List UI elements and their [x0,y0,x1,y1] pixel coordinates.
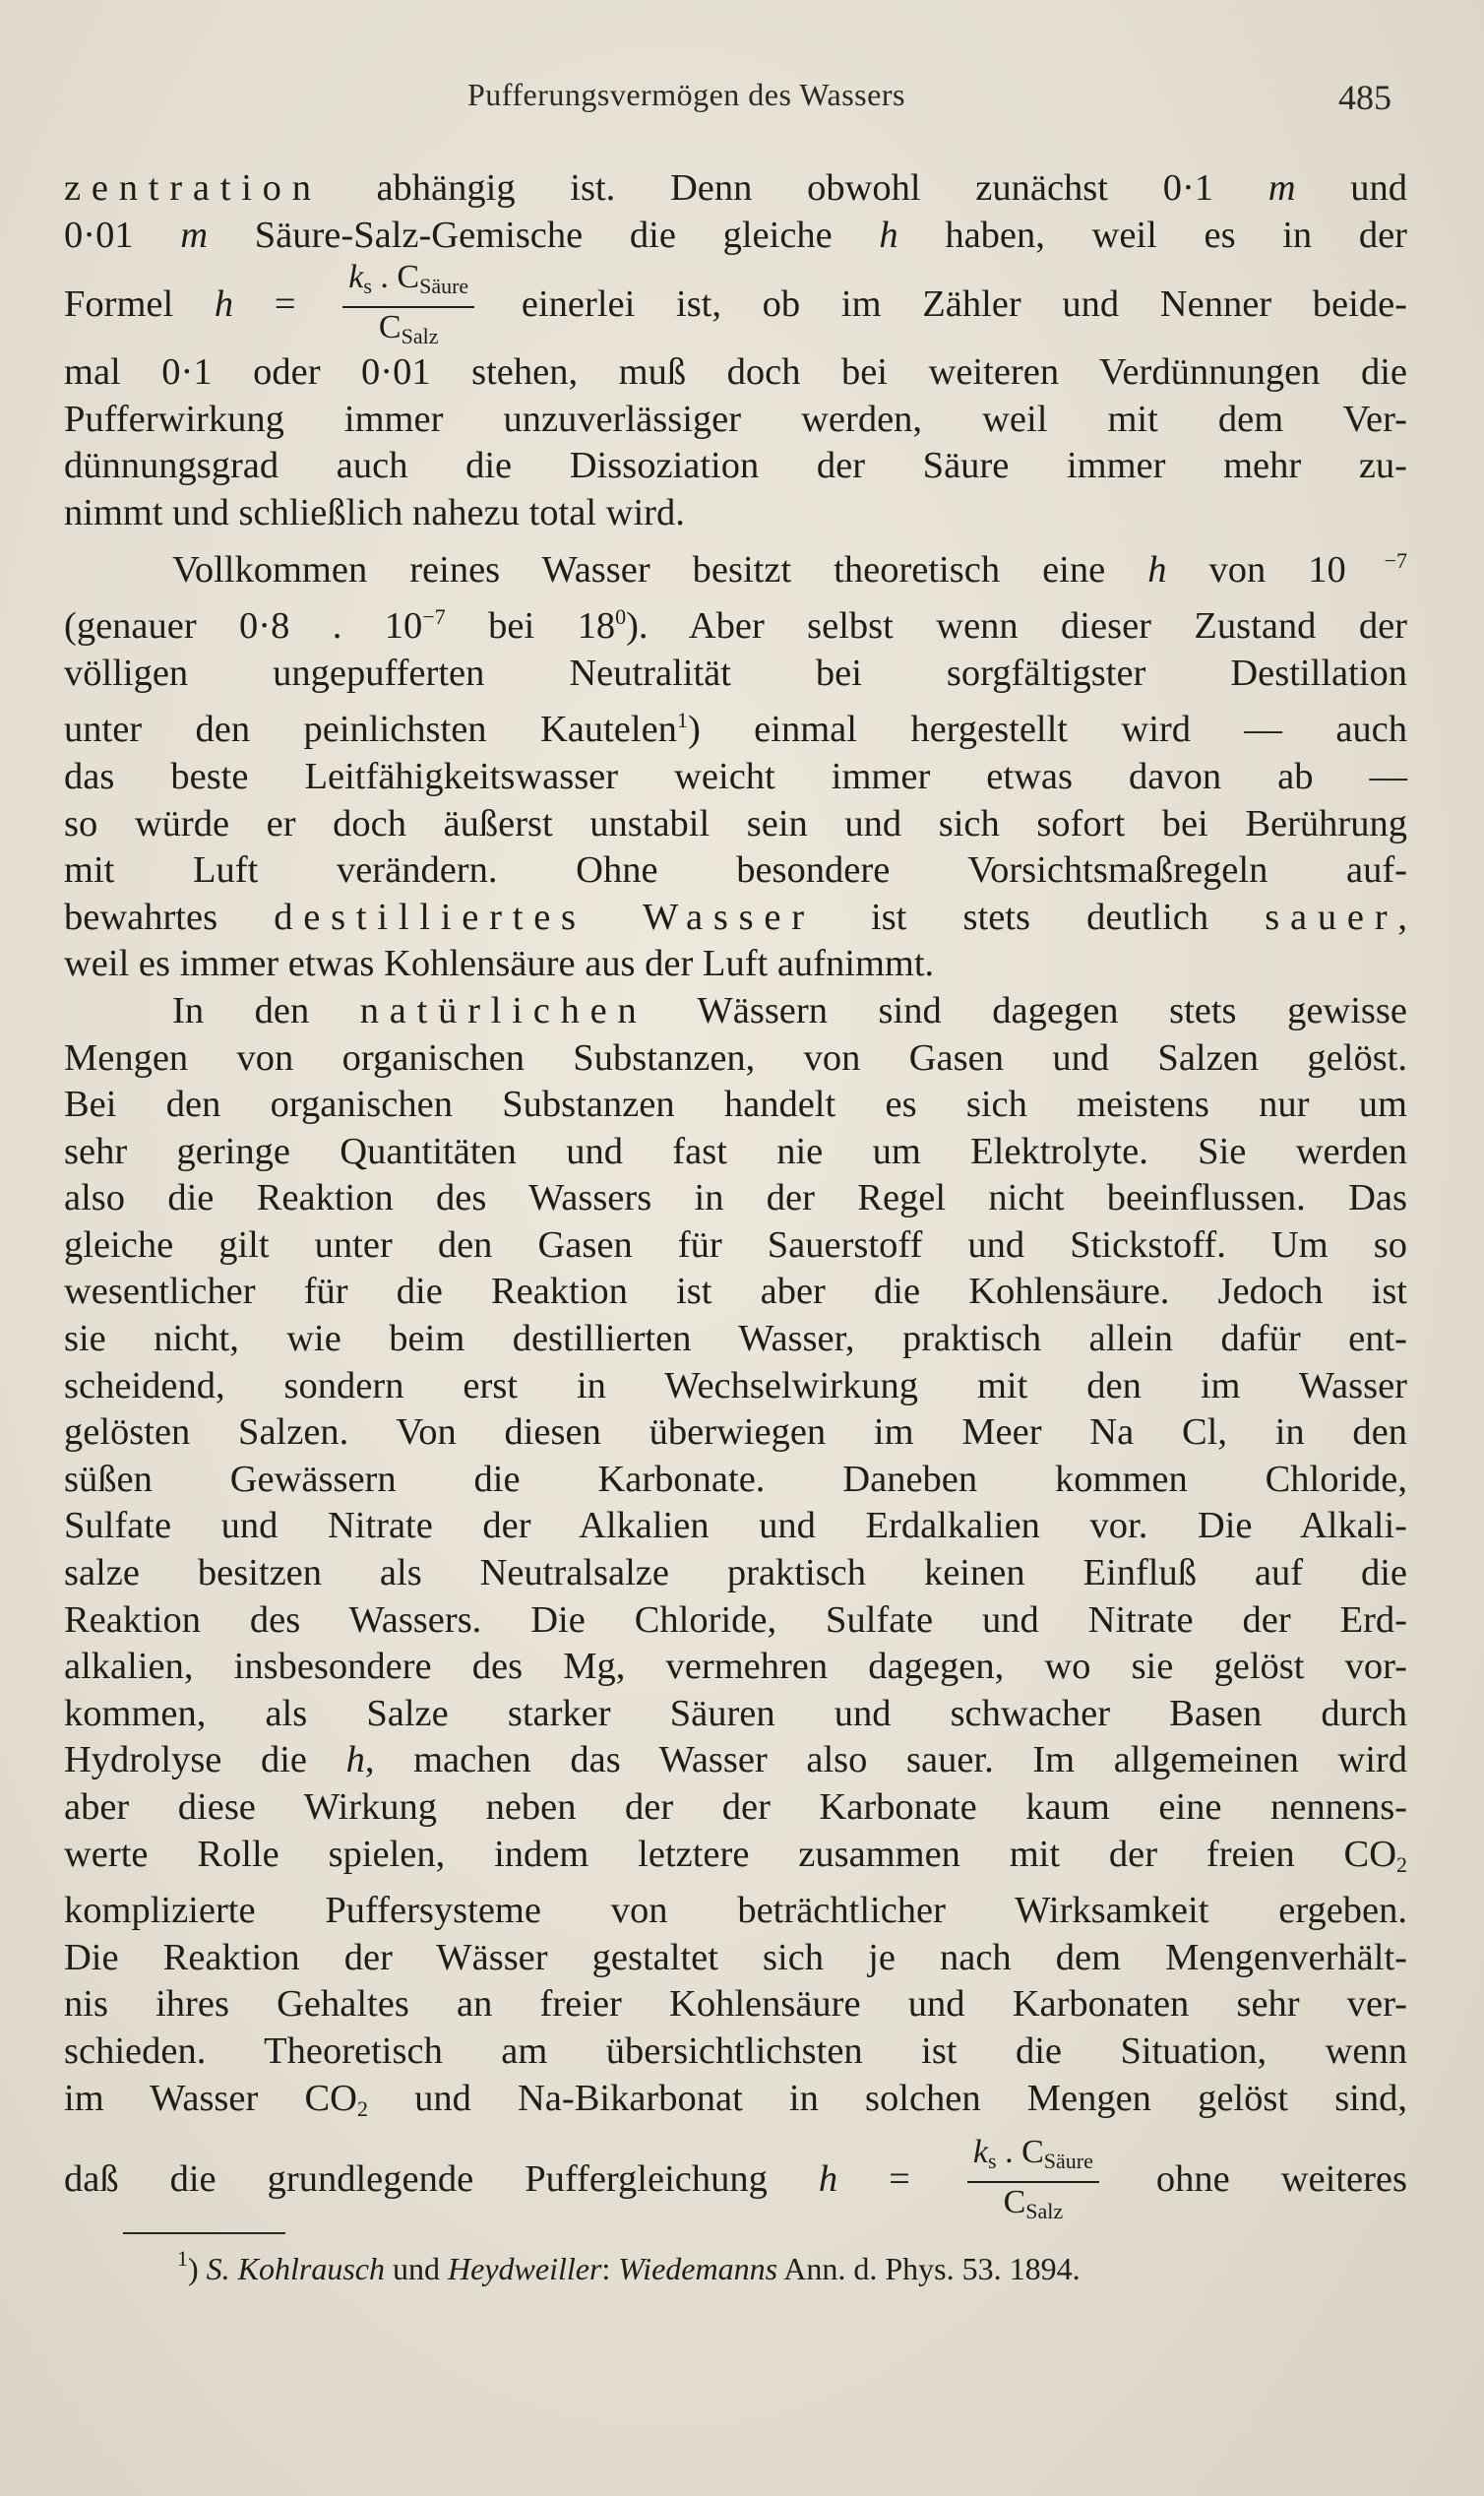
text-line: Hydrolyse die h, machen das Wasser also sauer. Im allgemeinen wird [64,1739,1407,1781]
body-text [64,165,1407,2226]
text-line: schieden. Theoretisch am übersichtlichsten ist die Situation, wenn [64,2029,1407,2072]
fraction-formula-2: $\frac{k_s . C_{Säure}}{C_{Salz}}$ [967,2135,1099,2229]
text-line: scheidend, sondern erst in Wechselwirkung mit den im Wasser [64,1364,1407,1406]
running-head: Pufferungsvermögen des Wassers [467,77,905,112]
footnote-divider [123,2232,285,2234]
text-line: werte Rolle spielen, indem letztere zusammen mit der freien $CO_2$ [64,1833,1407,1877]
text-line: nimmt und schließlich nahezu total wird. [64,491,685,533]
text-line: bewahrtes destilliertes Wasser ist stets deutlich sauer, [64,896,1407,938]
fraction-formula-1: $\frac{k_s . C_{Säure}}{C_{Salz}}$ [342,260,474,354]
text-line: gelösten Salzen. Von diesen überwiegen im Meer Na Cl, in den [64,1411,1407,1454]
text-line: Reaktion des Wassers. Die Chloride, Sulfate und Nitrate der Erd- [64,1598,1407,1641]
text-line: wesentlicher für die Reaktion ist aber die Kohlensäure. Jedoch ist [64,1271,1407,1313]
footnote-author: S. Kohlrausch [206,2251,385,2286]
text-line: komplizierte Puffersysteme von beträchtlicher Wirksamkeit ergeben. [64,1890,1407,1932]
text-line: so würde er doch äußerst unstabil sein und sich sofort bei Berührung [64,802,1407,844]
text-line: nis ihres Gehaltes an freier Kohlensäure und Karbonaten sehr ver- [64,1983,1407,2026]
footnote-reference-text: Ann. d. Phys. 53. 1894. [777,2251,1081,2286]
text-line: In den natürlichen Wässern sind dagegen stets gewisse [172,989,1407,1031]
page-header [0,77,1484,116]
text-line: Bei den organischen Substanzen handelt es sich meistens nur um [64,1084,1407,1126]
formula-line: daß die grundlegende Puffergleichung h = $\frac{k_s . C_{Säure}}{C_{Salz}}$ ohne weiteres [64,2132,1407,2226]
page-number: 485 [1338,78,1391,117]
footnote-marker: 1 [177,2246,188,2271]
text-line: gleiche gilt unter den Gasen für Sauerstoff und Stickstoff. Um so [64,1223,1407,1266]
text-line: sie nicht, wie beim destillierten Wasser, praktisch allein dafür ent- [64,1318,1407,1360]
text-line: Pufferwirkung immer unzuverlässiger werden, weil mit dem Ver- [64,398,1407,440]
text-line: das beste Leitfähigkeitswasser weicht immer etwas davon ab — [64,755,1407,797]
text-line: also die Reaktion des Wassers in der Regel nicht beeinflussen. Das [64,1177,1407,1219]
text-line: Sulfate und Nitrate der Alkalien und Erdalkalien vor. Die Alkali- [64,1505,1407,1547]
text-line: weil es immer etwas Kohlensäure aus der Luft aufnimmt. [64,943,935,985]
footnote-author: Heydweiller [448,2251,602,2286]
text-line: mit Luft verändern. Ohne besondere Vorsichtsmaßregeln auf- [64,849,1407,892]
text-line: Vollkommen reines Wasser besitzt theoretisch eine h von 10 $^{-7}$ [172,547,1407,591]
text-line: mal 0·1 oder 0·01 stehen, muß doch bei weiteren Verdünnungen die [64,351,1407,394]
paragraph-2 [64,537,1407,988]
formula-line: Formel h = $\frac{k_s . C_{Säure}}{C_{Salz}}$ einerlei ist, ob im Zähler und Nenner beide- [64,259,1407,349]
text-line: (genauer 0·8 . $10^{-7}$ bei $18^0$). Aber selbst wenn dieser Zustand der [64,604,1407,648]
text-line: völligen ungepufferten Neutralität bei sorgfältigster Destillation [64,652,1407,694]
footnote-journal: Wiedemanns [618,2251,778,2286]
paragraph-3 [64,988,1407,2226]
text-line: im Wasser $CO_2$ und Na-Bikarbonat in solchen Mengen gelöst sind, [64,2077,1407,2121]
text-line: aber diese Wirkung neben der der Karbonate kaum eine nennens- [64,1786,1407,1828]
text-line: Die Reaktion der Wässer gestaltet sich je nach dem Mengenverhält- [64,1936,1407,1978]
paragraph-1 [64,165,1407,537]
text-line: kommen, als Salze starker Säuren und schwacher Basen durch [64,1692,1407,1734]
footnote: $^1$) S. Kohlrausch und Heydweiller: Wiedemanns Ann. d. Phys. 53. 1894. [177,2246,1081,2286]
text-line: zentration abhängig ist. Denn obwohl zunächst 0·1 m und [64,167,1408,209]
footnote-reference[interactable]: 1 [676,708,688,733]
text-line: 0·01 m Säure-Salz-Gemische die gleiche h haben, weil es in der [64,214,1407,256]
text-line: alkalien, insbesondere des Mg, vermehren dagegen, wo sie gelöst vor- [64,1646,1407,1688]
text-line: Mengen von organischen Substanzen, von Gasen und Salzen gelöst. [64,1036,1407,1079]
text-line: unter den peinlichsten Kautelen$^1$) einmal hergestellt wird — auch [64,708,1407,751]
text-line: süßen Gewässern die Karbonate. Daneben kommen Chloride, [64,1458,1407,1500]
text-line: sehr geringe Quantitäten und fast nie um Elektrolyte. Sie werden [64,1130,1407,1172]
text-line: dünnungsgrad auch die Dissoziation der Säure immer mehr zu- [64,445,1407,487]
text-line: salze besitzen als Neutralsalze praktisch keinen Einfluß auf die [64,1552,1407,1594]
